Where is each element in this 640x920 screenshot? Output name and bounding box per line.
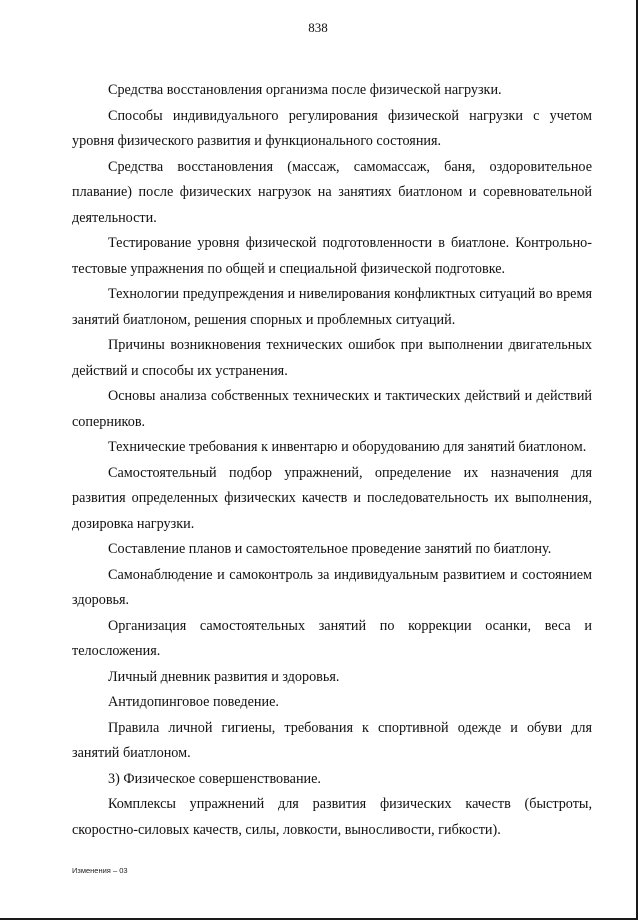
paragraph: Самостоятельный подбор упражнений, определение их назначения для развития определенных физических качеств и последовательность их выполнения, дозировка нагрузки. xyxy=(72,464,592,532)
paragraph: Основы анализа собственных технических и тактических действий и действий соперников. xyxy=(72,388,592,430)
paragraph: Средства восстановления (массаж, самомассаж, баня, оздоровительное плавание) после физических нагрузок на занятиях биатлоном и соревновательной деятельности. xyxy=(72,158,592,226)
paragraph: Способы индивидуального регулирования физической нагрузки с учетом уровня физического развития и функционального состояния. xyxy=(72,107,592,149)
paragraph: Технические требования к инвентарю и оборудованию для занятий биатлоном. xyxy=(108,439,587,455)
paragraph: Комплексы упражнений для развития физических качеств (быстроты, скоростно-силовых качеств, силы, ловкости, выносливости, гибкости). xyxy=(72,796,592,838)
document-body xyxy=(72,78,592,843)
paragraph: Средства восстановления организма после физической нагрузки. xyxy=(108,82,502,98)
paragraph: Самонаблюдение и самоконтроль за индивидуальным развитием и состоянием здоровья. xyxy=(72,566,592,608)
page-number: 838 xyxy=(308,20,328,35)
paragraph: Личный дневник развития и здоровья. xyxy=(108,668,340,685)
paragraph: Тестирование уровня физической подготовленности в биатлоне. Контрольно-тестовые упражнения по общей и специальной физической подготовке. xyxy=(72,235,592,277)
paragraph: Составление планов и самостоятельное проведение занятий по биатлону. xyxy=(108,541,552,557)
revision-footer: Изменения – 03 xyxy=(72,866,128,875)
paragraph: Правила личной гигиены, требования к спортивной одежде и обуви для занятий биатлоном. xyxy=(72,719,592,761)
paragraph: Технологии предупреждения и нивелирования конфликтных ситуаций во время занятий биатлоном, решения спорных и проблемных ситуаций. xyxy=(72,286,592,328)
paragraph: Причины возникновения технических ошибок при выполнении двигательных действий и способы их устранения. xyxy=(72,337,592,379)
paragraph: Антидопинговое поведение. xyxy=(108,694,279,710)
section-heading: 3) Физическое совершенствование. xyxy=(108,770,321,787)
paragraph: Организация самостоятельных занятий по коррекции осанки, веса и телосложения. xyxy=(72,617,592,659)
